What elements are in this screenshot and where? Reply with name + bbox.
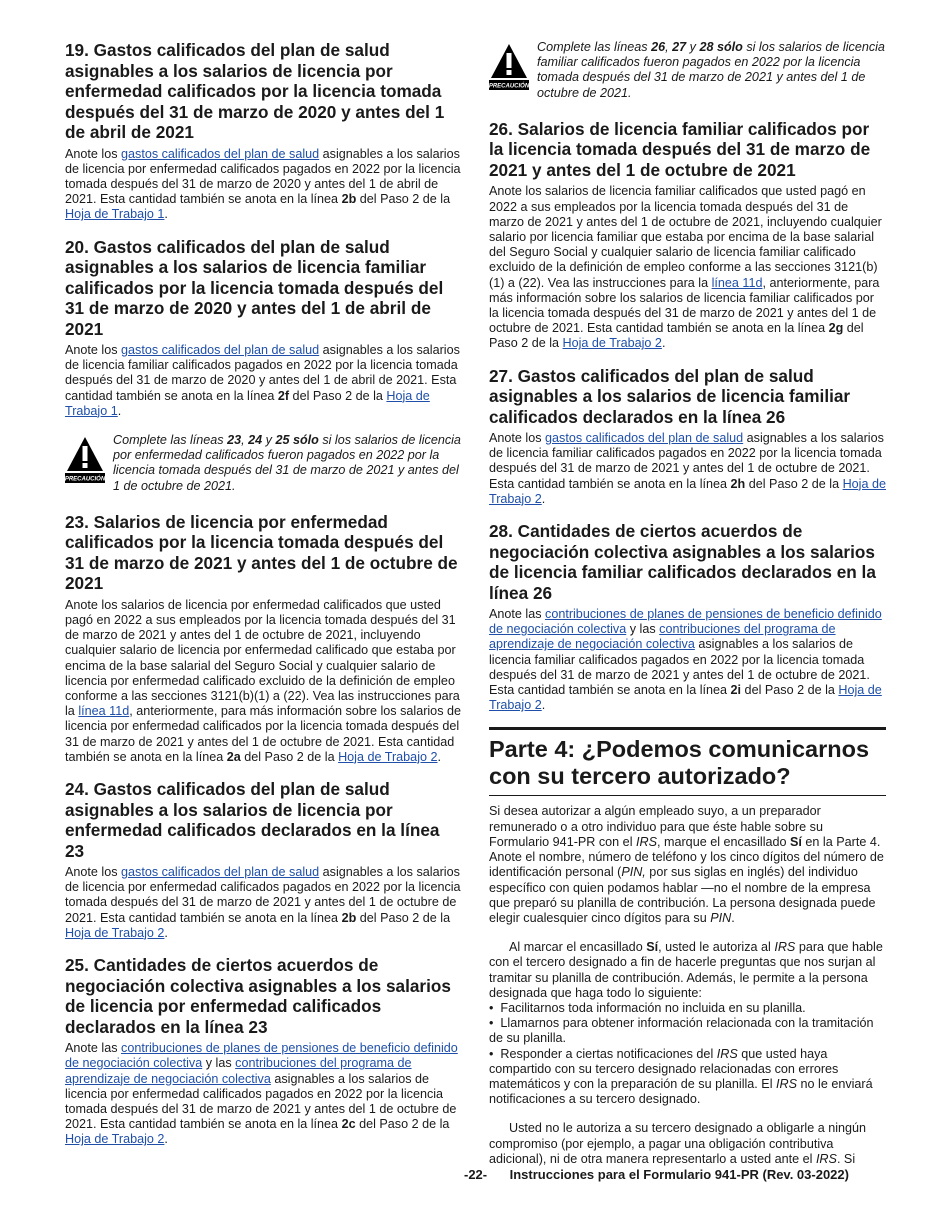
section-26-heading: 26. Salarios de licencia familiar calificados por la licencia tomada después del 31 de marzo de 2021 y antes del 1 de octubre de 2021 xyxy=(489,118,871,180)
designee-permissions-list xyxy=(489,1001,886,1107)
worksheet-2-link[interactable]: Hoja de Trabajo 2 xyxy=(489,683,882,713)
pension-contributions-link[interactable]: contribuciones de planes de pensiones de beneficio definido de negociación colectiva xyxy=(489,607,882,637)
part-4-paragraph-1: Si desea autorizar a algún empleado suyo, a un preparador remunerado o a otro individuo para que éste hable sobre su Formulario 941-PR con el IRS, marque el encasillado Sí en la Parte 4. Anote el nombre, número de teléfono y los cinco dígitos del número de identificación personal (PIN, por sus siglas en inglés) del individuo específico con quien podamos hablar —no el nombre de la empresa que preparó su planilla de contribución. La persona designada puede elegir cualesquier cinco dígitos para su PIN. xyxy=(489,804,884,925)
pension-contributions-link[interactable]: contribuciones de planes de pensiones de beneficio definido de negociación colectiva xyxy=(65,1041,458,1071)
caution-warning-icon xyxy=(65,435,105,483)
list-item: • Responder a ciertas notificaciones del IRS que usted haya compartido con su tercero designado relacionadas con errores matemáticos y con la preparación de su planilla. El IRS no le enviará notificaciones a su tercero designado. xyxy=(489,1047,886,1108)
worksheet-2-link[interactable]: Hoja de Trabajo 2 xyxy=(65,1132,165,1147)
caution-note-lines-23-25: PRECAUCIÓN Complete las líneas 23, 24 y 25 sólo si los salarios de licencia por enfermedad calificados fueron pagados en 2022 por la licencia tomada después del 31 de marzo de 2021 y antes del 1 de octubre de 2021. xyxy=(65,433,461,493)
section-24-heading: 24. Gastos calificados del plan de salud asignables a los salarios de licencia por enfermedad calificados declarados en la línea 23 xyxy=(65,779,440,861)
caution-icon-label: PRECAUCIÓN xyxy=(489,83,529,90)
right-column xyxy=(489,40,886,1181)
list-item: • Facilitarnos toda información no incluida en su planilla. xyxy=(489,1001,886,1016)
apprenticeship-contributions-link[interactable]: contribuciones del programa de aprendizaje de negociación colectiva xyxy=(489,622,836,652)
caution-note-lines-26-28: PRECAUCIÓN Complete las líneas 26, 27 y 28 sólo si los salarios de licencia familiar calificados fueron pagados en 2022 por la licencia tomada después del 31 de marzo de 2021 y antes del 1 de octubre de 2021. xyxy=(489,40,885,100)
section-25-body: Anote las contribuciones de planes de pensiones de beneficio definido de negociación colectiva y las contribuciones del programa de aprendizaje de negociación colectiva asignables a los salarios de licencia por enfermedad calificados pagados en 2022 por la licencia tomada después del 31 de marzo de 2021 y antes del 1 de octubre de 2021. Esta cantidad también se anota en la línea 2c del Paso 2 de la Hoja de Trabajo 2. xyxy=(65,1041,458,1147)
page-number: -22- xyxy=(464,1167,488,1182)
section-20-heading: 20. Gastos calificados del plan de salud asignables a los salarios de licencia familiar calificados por la licencia tomada después del 31 de marzo de 2020 y antes del 1 de abril de 2021 xyxy=(65,236,444,339)
worksheet-1-link[interactable]: Hoja de Trabajo 1 xyxy=(65,388,430,418)
caution-icon-label: PRECAUCIÓN xyxy=(65,476,105,483)
health-plan-expenses-link[interactable]: gastos calificados del plan de salud xyxy=(121,865,320,880)
worksheet-2-link[interactable]: Hoja de Trabajo 2 xyxy=(338,749,438,764)
worksheet-2-link[interactable]: Hoja de Trabajo 2 xyxy=(65,925,165,940)
left-column xyxy=(65,40,462,1162)
page-footer xyxy=(464,1167,886,1183)
part-4-bottom-rule xyxy=(489,795,886,796)
section-23-body: Anote los salarios de licencia por enfermedad calificados que usted pagó en 2022 a sus empleados por la licencia tomada después del 31 de marzo de 2021 y antes del 1 de octubre de 2021, incluyendo cualquier salario de licencia por enfermedad calificado que estaba por encima de la base salarial del Seguro Social y cualquier salario de licencia por enfermedad calificado excluido de la definición de empleo conforme a las secciones 3121(b)(1) a (22). Vea las instrucciones para la línea 11d, anteriormente, para más información sobre los salarios de licencia por enfermedad calificados por la licencia tomada después del 31 de marzo de 2021 y antes del 1 de octubre de 2021. Esta cantidad también se anota en la línea 2a del Paso 2 de la Hoja de Trabajo 2. xyxy=(65,597,461,764)
part-4-paragraph-2: Al marcar el encasillado Sí, usted le autoriza al IRS para que hable con el tercero designado a fin de hacerle preguntas que nos surjan al tramitar su planilla de contribución. Además, le permite a la persona designada que haga todo lo siguiente: xyxy=(489,940,883,1000)
section-27-heading: 27. Gastos calificados del plan de salud asignables a los salarios de licencia familiar calificados declarados en la línea 26 xyxy=(489,365,851,427)
caution-warning-icon xyxy=(489,42,529,90)
section-24-body: Anote los gastos calificados del plan de salud asignables a los salarios de licencia por enfermedad calificados pagados en 2022 por la licencia tomada después del 31 de marzo de 2021 y antes del 1 de octubre de 2021. Esta cantidad también se anota en la línea 2b del Paso 2 de la Hoja de Trabajo 2. xyxy=(65,865,461,940)
section-28-body: Anote las contribuciones de planes de pensiones de beneficio definido de negociación colectiva y las contribuciones del programa de aprendizaje de negociación colectiva asignables a los salarios de licencia familiar calificados pagados en 2022 por la licencia tomada después del 31 de marzo de 2021 y antes del 1 de octubre de 2021. Esta cantidad también se anota en la línea 2i del Paso 2 de la Hoja de Trabajo 2. xyxy=(489,607,882,713)
worksheet-1-link[interactable]: Hoja de Trabajo 1 xyxy=(65,207,165,222)
list-item: • Llamarnos para obtener información relacionada con la tramitación de su planilla. xyxy=(489,1016,886,1046)
worksheet-2-link[interactable]: Hoja de Trabajo 2 xyxy=(562,336,662,351)
part-4-paragraph-3: Usted no le autoriza a su tercero designado a obligarle a ningún compromiso (por ejemplo, a pagar una obligación contributiva adicional), ni de otra manera representarlo a usted ante el IRS. Si xyxy=(489,1121,867,1166)
health-plan-expenses-link[interactable]: gastos calificados del plan de salud xyxy=(121,146,320,161)
document-title: Instrucciones para el Formulario 941-PR (Rev. 03-2022) xyxy=(509,1167,849,1182)
section-19-heading: 19. Gastos calificados del plan de salud asignables a los salarios de licencia por enfermedad calificados por la licencia tomada después del 31 de marzo de 2020 y antes del 1 de abril de 2021 xyxy=(65,40,445,142)
section-28-heading: 28. Cantidades de ciertos acuerdos de negociación colectiva asignables a los salarios de licencia familiar calificados declarados en la línea 26 xyxy=(489,521,876,603)
section-23-heading: 23. Salarios de licencia por enfermedad calificados por la licencia tomada después del 31 de marzo de 2021 y antes del 1 de octubre de 2021 xyxy=(65,511,458,594)
health-plan-expenses-link[interactable]: gastos calificados del plan de salud xyxy=(121,343,320,358)
worksheet-2-link[interactable]: Hoja de Trabajo 2 xyxy=(489,476,886,506)
health-plan-expenses-link[interactable]: gastos calificados del plan de salud xyxy=(545,431,744,446)
section-25-heading: 25. Cantidades de ciertos acuerdos de negociación colectiva asignables a los salarios de licencia por enfermedad calificados declarados en la línea 23 xyxy=(65,955,451,1037)
part-4-top-rule xyxy=(489,727,886,730)
part-4-heading: Parte 4: ¿Podemos comunicarnos con su tercero autorizado? xyxy=(489,736,870,790)
section-27-body: Anote los gastos calificados del plan de salud asignables a los salarios de licencia familiar calificados pagados en 2022 por la licencia tomada después del 31 de marzo de 2021 y antes del 1 de octubre de 2021. Esta cantidad también se anota en la línea 2h del Paso 2 de la Hoja de Trabajo 2. xyxy=(489,431,886,506)
line-11d-link[interactable]: línea 11d xyxy=(78,704,130,719)
section-26-body: Anote los salarios de licencia familiar calificados que usted pagó en 2022 a sus empleados por la licencia tomada después del 31 de marzo de 2021 y antes del 1 de octubre de 2021, incluyendo cualquier salario por licencia familiar que estaba por encima de la base salarial del Seguro Social y cualquier salario de licencia familiar calificado excluido de la definición de empleo conforme a las secciones 3121(b)(1) a (22). Vea las instrucciones para la línea 11d, anteriormente, para más información sobre los salarios de licencia familiar calificados por la licencia tomada después del 31 de marzo de 2021 y antes del 1 de octubre de 2021. Esta cantidad también se anota en la línea 2g del Paso 2 de la Hoja de Trabajo 2. xyxy=(489,184,882,351)
line-11d-link[interactable]: línea 11d xyxy=(711,275,763,290)
apprenticeship-contributions-link[interactable]: contribuciones del programa de aprendizaje de negociación colectiva xyxy=(65,1056,412,1086)
section-20-body: Anote los gastos calificados del plan de salud asignables a los salarios de licencia familiar calificados pagados en 2022 por la licencia tomada después del 31 de marzo de 2020 y antes del 1 de abril de 2021. Esta cantidad también se anota en la línea 2f del Paso 2 de la Hoja de Trabajo 1. xyxy=(65,343,460,418)
section-19-body: Anote los gastos calificados del plan de salud asignables a los salarios de licencia por enfermedad calificados pagados en 2022 por la licencia tomada después del 31 de marzo de 2020 y antes del 1 de abril de 2021. Esta cantidad también se anota en la línea 2b del Paso 2 de la Hoja de Trabajo 1. xyxy=(65,146,461,222)
